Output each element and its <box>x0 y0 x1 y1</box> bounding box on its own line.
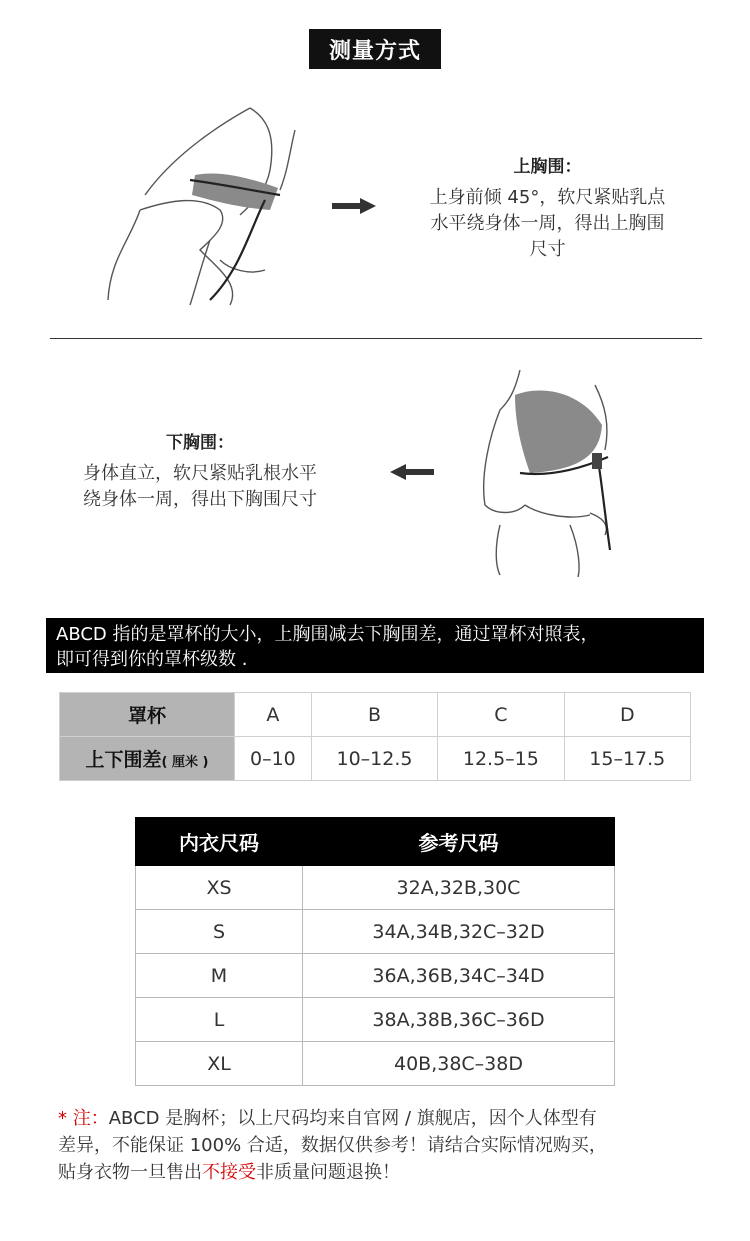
cup-row <box>60 693 691 737</box>
header-reference-size: 参考尺码 <box>303 818 615 866</box>
reference-cell: 36A,36B,34C–34D <box>303 954 615 998</box>
table-row <box>136 954 615 998</box>
arrow-right-icon <box>332 198 376 214</box>
note-text: 贴身衣物一旦售出 <box>58 1162 202 1183</box>
lower-bust-description <box>45 428 355 513</box>
no-return-highlight: 不接受 <box>202 1162 256 1183</box>
table-row <box>136 1042 615 1086</box>
difference-cell: 15–17.5 <box>564 737 690 781</box>
difference-cell: 12.5–15 <box>438 737 564 781</box>
upper-bust-description <box>395 152 700 263</box>
table-row <box>136 998 615 1042</box>
difference-row <box>60 737 691 781</box>
size-reference-table <box>135 817 615 1086</box>
difference-cell: 0–10 <box>235 737 312 781</box>
upper-bust-line: 水平绕身体一周，得出上胸围 <box>430 213 665 234</box>
upper-bust-line: 尺寸 <box>529 239 566 260</box>
lower-bust-line: 身体直立，软尺紧贴乳根水平 <box>83 463 317 484</box>
size-cell: M <box>136 954 303 998</box>
reference-cell: 32A,32B,30C <box>303 866 615 910</box>
upper-bust-line: 上身前倾 45°，软尺紧贴乳点 <box>429 187 666 208</box>
lower-bust-line: 绕身体一周，得出下胸围尺寸 <box>83 489 317 510</box>
size-cell: S <box>136 910 303 954</box>
disclaimer-note <box>58 1105 708 1186</box>
lower-bust-illustration <box>470 365 640 580</box>
table-row <box>136 910 615 954</box>
cup-difference-table <box>59 692 691 781</box>
note-text: ABCD 是胸杯；以上尺码均来自官网 / 旗舰店，因个人体型有 <box>108 1108 597 1129</box>
banner-line: ABCD 指的是罩杯的大小，上胸围减去下胸围差，通过罩杯对照表， <box>56 624 599 645</box>
reference-cell: 38A,38B,36C–36D <box>303 998 615 1042</box>
reference-cell: 34A,34B,32C–32D <box>303 910 615 954</box>
size-table-header <box>136 818 615 866</box>
cup-cell: A <box>235 693 312 737</box>
size-cell: L <box>136 998 303 1042</box>
note-prefix: * 注： <box>58 1108 109 1129</box>
lower-bust-heading: 下胸围： <box>166 433 234 453</box>
size-cell: XL <box>136 1042 303 1086</box>
page-title: 测量方式 <box>309 29 441 69</box>
banner-line: 即可得到你的罩杯级数 . <box>56 649 248 670</box>
reference-cell: 40B,38C–38D <box>303 1042 615 1086</box>
difference-unit: ( 厘米 ) <box>161 755 209 770</box>
difference-cell: 10–12.5 <box>311 737 437 781</box>
header-underwear-size: 内衣尺码 <box>136 818 303 866</box>
table-row <box>136 866 615 910</box>
cup-cell: D <box>564 693 690 737</box>
section-divider <box>50 338 702 339</box>
cup-cell: B <box>311 693 437 737</box>
cup-row-label: 罩杯 <box>60 693 235 737</box>
cup-explanation-banner <box>46 618 704 673</box>
difference-row-label <box>60 737 235 781</box>
upper-bust-illustration <box>100 100 300 310</box>
difference-label: 上下围差 <box>85 749 162 771</box>
cup-cell: C <box>438 693 564 737</box>
note-text: 非质量问题退换！ <box>256 1162 400 1183</box>
arrow-left-icon <box>390 464 434 480</box>
note-text: 差异，不能保证 100% 合适，数据仅供参考！请结合实际情况购买， <box>58 1135 607 1156</box>
size-cell: XS <box>136 866 303 910</box>
upper-bust-heading: 上胸围： <box>513 157 582 177</box>
